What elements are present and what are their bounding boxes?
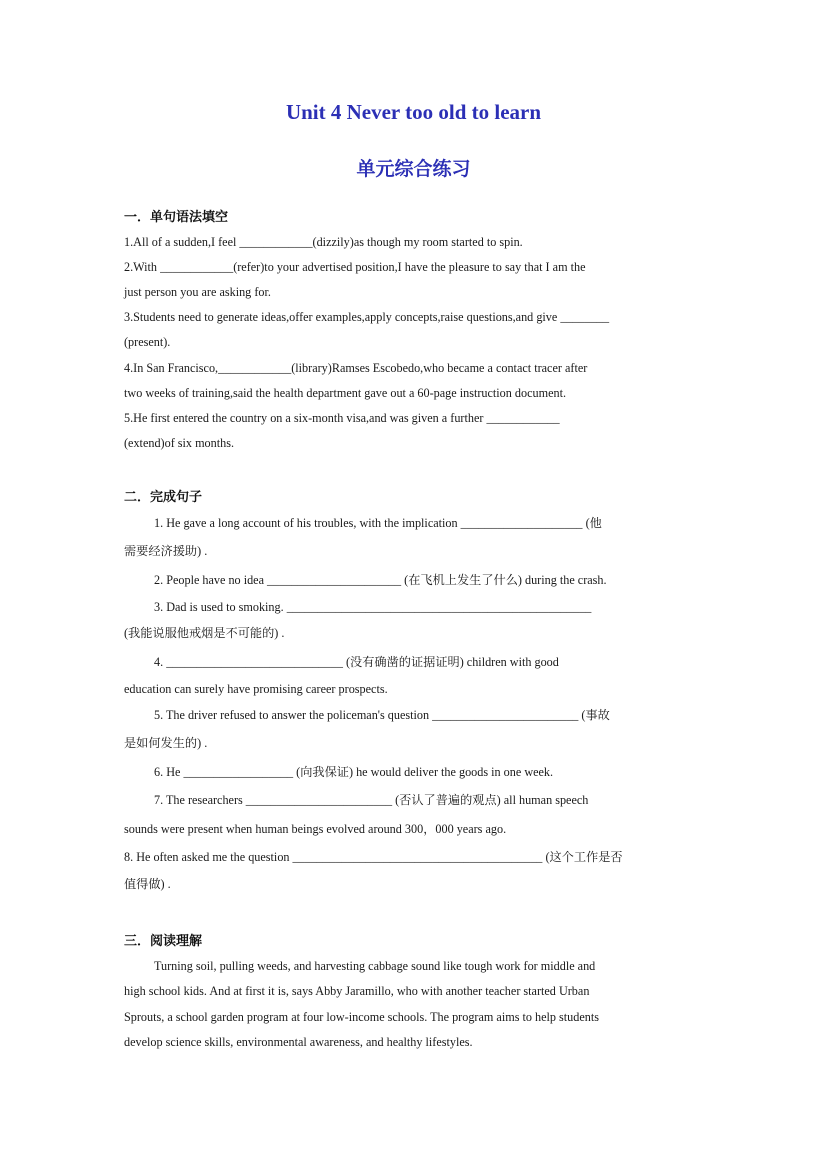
section-heading-reading: 三．阅读理解	[124, 934, 203, 949]
sentence-line: 6. He __________________ (向我保证) he would deliver the goods in one week.	[154, 765, 554, 779]
sentence-line: 2. People have no idea ______________________ (在飞机上发生了什么) during the crash.	[154, 573, 607, 587]
section-heading-sentences: 二．完成句子	[124, 490, 203, 505]
sentence-line: 值得做) .	[124, 877, 171, 891]
sentence-line: sounds were present when human beings evolved around 300，000 years ago.	[124, 822, 507, 836]
sentence-line: 3. Dad is used to smoking. __________________________________________________	[154, 600, 592, 614]
page-title: Unit 4 Never too old to learn	[285, 100, 542, 124]
grammar-line: just person you are asking for.	[124, 285, 271, 299]
section-heading-grammar: 一．单句语法填空	[124, 210, 229, 225]
reading-line: Sprouts, a school garden program at four low-income schools. The program aims to help students	[124, 1010, 599, 1024]
sentence-line: 8. He often asked me the question _________________________________________ (这个工作是否	[124, 850, 623, 864]
sentence-line: 是如何发生的) .	[124, 736, 208, 750]
grammar-line: 2.With ____________(refer)to your advertised position,I have the pleasure to say that I am the	[124, 260, 586, 274]
page-subtitle: 单元综合练习	[356, 158, 471, 180]
reading-line: develop science skills, environmental awareness, and healthy lifestyles.	[124, 1035, 473, 1049]
sentence-line: 4. _____________________________ (没有确凿的证据证明) children with good	[154, 655, 559, 669]
grammar-line: 3.Students need to generate ideas,offer examples,apply concepts,raise questions,and give ________	[124, 310, 610, 324]
sentence-line: (我能说服他戒烟是不可能的) .	[124, 626, 285, 640]
grammar-line: 1.All of a sudden,I feel ____________(dizzily)as though my room started to spin.	[124, 235, 523, 249]
reading-line: high school kids. And at first it is, says Abby Jaramillo, who with another teacher started Urban	[124, 984, 590, 998]
grammar-line: two weeks of training,said the health department gave out a 60-page instruction document.	[124, 386, 567, 400]
sentence-line: 5. The driver refused to answer the policeman's question ________________________ (事故	[154, 708, 610, 722]
grammar-line: (extend)of six months.	[124, 436, 235, 450]
sentence-line: 7. The researchers ________________________ (否认了普遍的观点) all human speech	[154, 793, 589, 807]
grammar-line: 4.In San Francisco,____________(library)Ramses Escobedo,who became a contact tracer after	[124, 361, 588, 375]
grammar-line: 5.He first entered the country on a six-month visa,and was given a further ____________	[124, 411, 560, 425]
sentence-line: education can surely have promising career prospects.	[124, 682, 388, 696]
sentence-line: 需要经济援助) .	[124, 544, 208, 558]
sentence-line: 1. He gave a long account of his troubles, with the implication ____________________ (他	[154, 516, 602, 530]
grammar-line: (present).	[124, 335, 171, 349]
reading-line: Turning soil, pulling weeds, and harvesting cabbage sound like tough work for middle and	[154, 959, 596, 973]
